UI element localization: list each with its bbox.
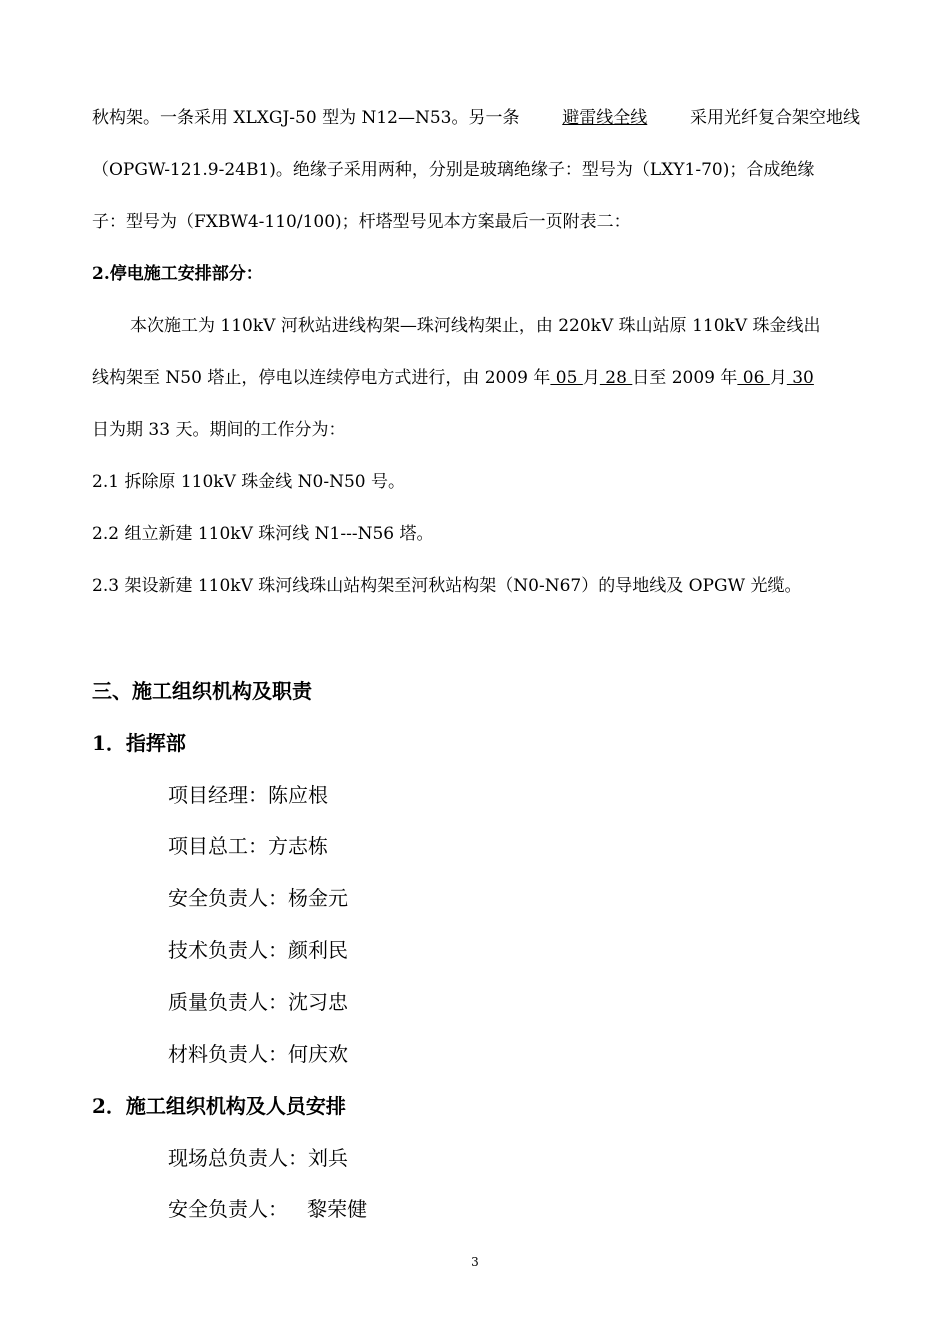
paragraph-line: 本次施工为 110kV 河秋站进线构架—珠河线构架止，由 220kV 珠山站原 110kV 珠金线出: [130, 316, 821, 336]
date-field: 30: [786, 368, 814, 388]
text-run: 月: [769, 368, 787, 388]
list-item: 2.3 架设新建 110kV 珠河线珠山站构架至河秋站构架（N0-N67）的导地线及 OPGW 光缆。: [92, 576, 802, 596]
underlined-text: 避雷线全线: [562, 108, 648, 128]
staff-entry: 安全负责人： 黎荣健: [168, 1197, 368, 1221]
paragraph-line: 子：型号为（FXBW4-110/100)；杆塔型号见本方案最后一页附表二：: [92, 212, 631, 232]
date-field: 05: [550, 368, 583, 388]
text-run: 线构架至 N50 塔止，停电以连续停电方式进行，由 2009 年: [92, 368, 551, 388]
section-heading: 2.停电施工安排部分：: [92, 264, 263, 284]
subsection-heading: 1．指挥部: [92, 731, 186, 755]
staff-entry: 技术负责人：颜利民: [168, 938, 348, 962]
staff-entry: 质量负责人：沈习忠: [168, 990, 348, 1014]
paragraph-line: [92, 105, 860, 131]
page-number: 3: [471, 1255, 479, 1269]
date-field: 28: [599, 368, 633, 388]
staff-entry: 项目总工：方志栋: [168, 834, 328, 858]
date-field: 06: [737, 368, 770, 388]
text-run: 月: [582, 368, 600, 388]
paragraph-line: 日为期 33 天。期间的工作分为：: [92, 420, 346, 440]
paragraph-line: [92, 365, 814, 391]
paragraph-line: （OPGW-121.9-24B1)。绝缘子采用两种，分别是玻璃绝缘子：型号为（LXY1-70)；合成绝缘: [92, 160, 815, 180]
staff-entry: 项目经理：陈应根: [168, 783, 328, 807]
staff-entry: 安全负责人：杨金元: [168, 886, 348, 910]
section-heading: 三、施工组织机构及职责: [92, 679, 312, 703]
text-run: 秋构架。一条采用 XLXGJ-50 型为 N12—N53。另一条: [92, 108, 520, 128]
text-run: 日至 2009 年: [632, 368, 738, 388]
staff-entry: 材料负责人：何庆欢: [168, 1042, 348, 1066]
staff-entry: 现场总负责人：刘兵: [168, 1146, 348, 1170]
list-item: 2.1 拆除原 110kV 珠金线 N0-N50 号。: [92, 472, 406, 492]
text-run: 采用光纤复合架空地线: [690, 108, 860, 128]
list-item: 2.2 组立新建 110kV 珠河线 N1---N56 塔。: [92, 524, 434, 544]
subsection-heading: 2．施工组织机构及人员安排: [92, 1094, 346, 1118]
